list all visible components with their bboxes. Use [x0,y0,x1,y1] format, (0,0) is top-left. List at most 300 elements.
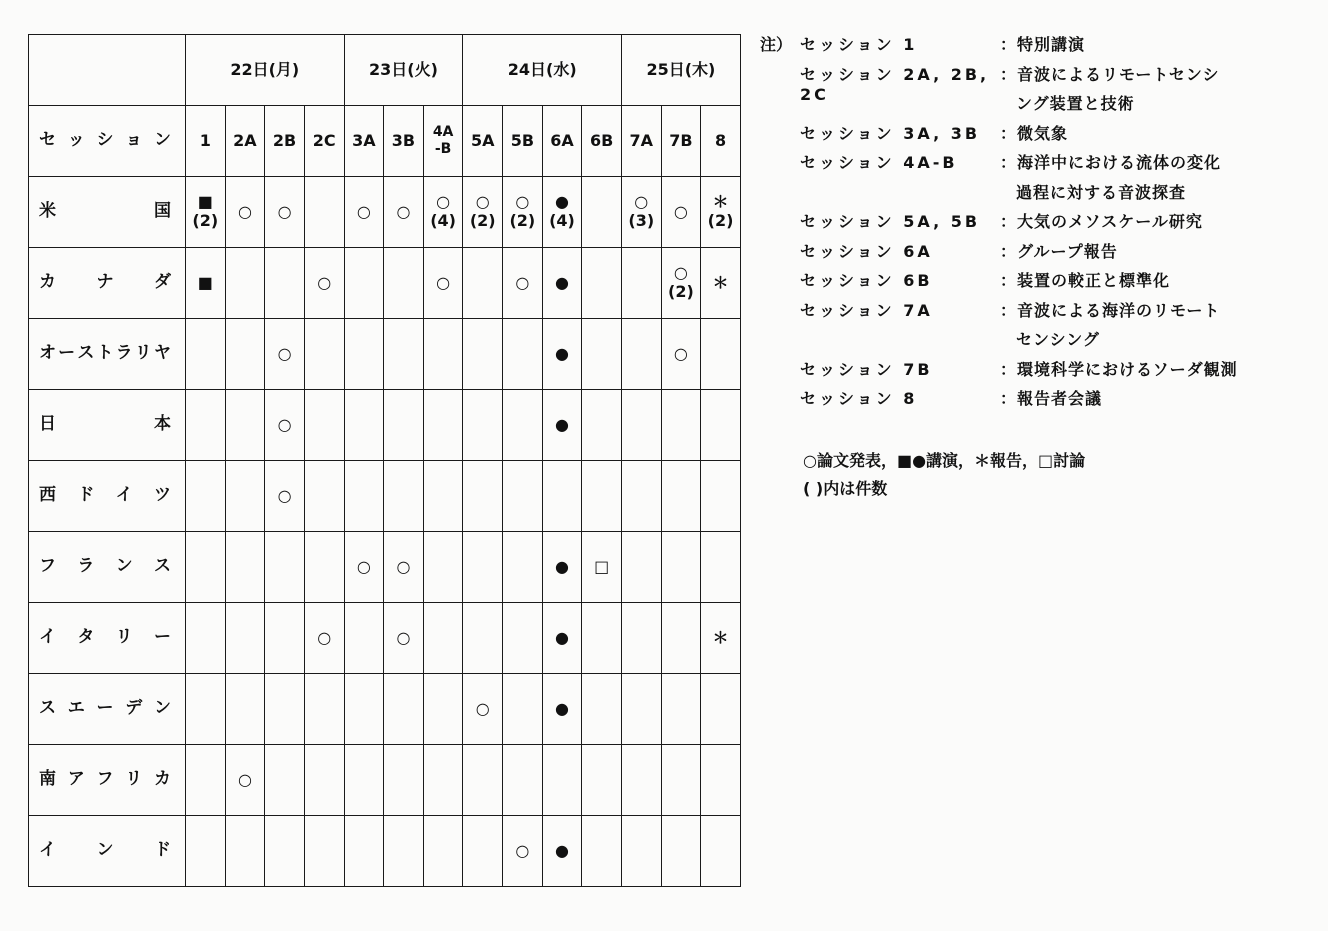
participation-mark: ○ [277,344,292,363]
participation-cell [423,532,463,603]
country-name [29,745,186,816]
participation-cell [701,390,741,461]
country-name-char: ド [154,840,171,861]
participation-cell [304,390,344,461]
participation-cell [503,674,543,745]
participation-cell [304,745,344,816]
participation-mark: ＊ [712,273,729,292]
session-header-char: シ [96,130,114,151]
country-name-char: ヤ [153,343,171,364]
note-prefix: 注） [760,35,793,54]
participation-cell [582,816,622,887]
participation-cell [186,461,226,532]
participation-cell [304,816,344,887]
participation-mark: ○ [475,699,490,718]
participation-cell [225,816,265,887]
participation-cell [542,248,582,319]
country-name-char: ー [96,698,114,719]
country-name-char: リ [134,343,152,364]
participation-cell [503,248,543,319]
participation-cell [701,603,741,674]
participation-count: (4) [549,211,575,230]
participation-count: (3) [628,211,655,230]
country-name-char: リ [125,769,143,790]
participation-count: (2) [707,211,734,230]
participation-cell [225,461,265,532]
country-name-char: ド [77,485,95,506]
country-name-char: ラ [115,343,133,364]
participation-cell [621,674,661,745]
participation-cell [582,390,622,461]
participation-cell [661,177,701,248]
participation-mark: ● [555,841,569,860]
participation-cell [701,674,741,745]
participation-cell [225,674,265,745]
participation-cell [463,532,503,603]
participation-cell [701,248,741,319]
participation-cell [186,390,226,461]
participation-cell [661,603,701,674]
participation-cell [661,532,701,603]
participation-cell [503,390,543,461]
participation-cell [621,319,661,390]
participation-cell [423,177,463,248]
note-session-label: セッション 1 [800,35,918,54]
participation-mark: ○ [277,415,292,434]
participation-cell [344,248,384,319]
participation-cell [265,532,305,603]
note-session-desc: ング装置と技術 [1016,94,1135,113]
participation-cell [701,816,741,887]
participation-count: (2) [192,211,219,230]
participation-cell [503,816,543,887]
participation-cell [542,390,582,461]
table-row [29,177,741,248]
country-name-char: ダ [154,272,171,293]
country-name-char: ン [154,698,171,719]
participation-cell [661,248,701,319]
participation-cell [423,603,463,674]
country-name-char: ン [115,556,133,577]
note-session-desc: 過程に対する音波探査 [1016,182,1187,202]
country-name [29,816,186,887]
participation-cell [344,674,384,745]
participation-mark: ○ [515,273,530,292]
session-id-13: 8 [701,106,741,177]
participation-mark: ○ [237,202,252,221]
session-id-2: 2B [265,106,305,177]
country-name-char: 南 [39,769,56,790]
session-id-7: 5A [463,106,503,177]
country-name-char: 本 [154,414,171,435]
country-name [29,390,186,461]
session-header-char: ッ [67,130,85,151]
participation-mark: ○ [396,557,411,576]
note-session-label: セッション 2A, 2B, 2C [800,64,990,104]
country-name [29,248,186,319]
date-header-row [29,35,741,106]
participation-mark: ○ [673,202,688,221]
participation-mark: □ [594,557,610,576]
country-name-char: 西 [39,485,56,506]
session-id-8: 5B [503,106,543,177]
session-header-char: ン [154,130,171,151]
participation-cell [463,674,503,745]
participation-cell [225,248,265,319]
participation-cell [542,816,582,887]
note-row [760,121,1320,151]
participation-cell [304,319,344,390]
participation-cell [186,674,226,745]
participation-mark: ● [555,557,569,576]
country-name-char: オ [39,343,56,364]
country-name [29,319,186,390]
participation-cell [225,532,265,603]
participation-cell [423,816,463,887]
participation-mark: ○ [475,192,490,211]
table-row [29,532,741,603]
country-name-char: フ [39,556,56,577]
participation-cell [186,177,226,248]
table-row [29,319,741,390]
note-session-desc: ：大気のメソスケール研究 [1000,212,1203,231]
participation-cell [582,674,622,745]
session-id-10: 6B [582,106,622,177]
participation-cell [344,603,384,674]
participation-cell [463,745,503,816]
participation-cell [384,674,424,745]
participation-mark: ○ [436,273,451,292]
participation-cell [582,532,622,603]
date-header-1: 23日(火) [344,35,463,106]
note-row [760,298,1320,328]
participation-cell [225,177,265,248]
country-name-char: エ [67,698,85,719]
session-id-9: 6A [542,106,582,177]
participation-mark: ○ [673,344,688,363]
participation-cell [463,319,503,390]
country-name-char: ス [153,556,171,577]
note-session-desc: ：装置の較正と標準化 [1000,271,1171,290]
participation-cell [621,390,661,461]
participation-mark: ○ [356,202,371,221]
participation-cell [701,532,741,603]
session-header-char: セ [39,130,56,151]
participation-cell [621,532,661,603]
country-name-char: イ [39,840,56,861]
date-header-2: 24日(水) [463,35,622,106]
participation-count: (2) [469,211,496,230]
participation-mark: ＊ [712,628,729,647]
country-name-char: ン [96,840,114,861]
country-name-char: ー [58,343,76,364]
session-id-6: 4A -B [423,106,463,177]
participation-cell [423,390,463,461]
participation-cell [186,248,226,319]
participation-mark: ○ [237,770,252,789]
country-name-char: ア [67,769,85,790]
country-name-char: 米 [39,201,56,222]
participation-cell [503,319,543,390]
participation-cell [265,390,305,461]
note-row [760,150,1320,180]
participation-mark: ○ [356,557,371,576]
participation-cell [344,461,384,532]
participation-cell [265,461,305,532]
participation-cell [463,177,503,248]
note-session-label: セッション 4A-B [800,153,958,172]
note-row [760,386,1320,416]
note-session-desc: ：グループ報告 [1000,241,1118,261]
participation-count: (2) [509,211,536,230]
country-name-char: タ [77,627,95,648]
participation-cell [186,603,226,674]
note-row [760,268,1320,298]
participation-cell [225,603,265,674]
country-name-char: フ [96,769,114,790]
participation-cell [503,532,543,603]
participation-cell [265,603,305,674]
country-name-char: 日 [39,414,56,435]
participation-cell [344,816,384,887]
country-name-char: イ [115,485,133,506]
participation-cell [186,319,226,390]
participation-cell [384,248,424,319]
participation-cell [265,248,305,319]
participation-mark: ○ [277,486,292,505]
note-row [760,239,1320,269]
participation-cell [582,745,622,816]
participation-cell [701,461,741,532]
participation-mark: ○ [396,202,411,221]
note-session-label: セッション 8 [800,389,918,408]
participation-cell [384,461,424,532]
session-id-4: 3A [344,106,384,177]
participation-mark: ○ [277,202,292,221]
participation-cell [542,603,582,674]
participation-cell [186,532,226,603]
participation-cell [304,248,344,319]
participation-cell [661,390,701,461]
participation-cell [463,390,503,461]
participation-cell [423,248,463,319]
country-name-char: カ [39,272,56,293]
note-session-desc: センシング [1016,330,1100,349]
participation-cell [542,532,582,603]
legend-symbols: ○論文発表，■●講演，＊報告，□討論 [803,451,1086,470]
participation-cell [384,319,424,390]
date-header-3: 25日(木) [621,35,740,106]
note-session-desc: ：特別講演 [1000,35,1086,54]
participation-cell [621,603,661,674]
participation-cell [582,319,622,390]
participation-cell [582,248,622,319]
country-name [29,177,186,248]
participation-cell [225,745,265,816]
participation-count: (2) [668,282,694,301]
session-header-char: ョ [125,130,143,151]
session-id-1: 2A [225,106,265,177]
participation-cell [463,461,503,532]
table-row [29,674,741,745]
participation-mark: ○ [515,841,530,860]
participation-mark: ■ [197,273,213,292]
participation-mark: ○ [396,628,411,647]
participation-cell [621,461,661,532]
participation-cell [661,674,701,745]
session-participation-table [28,34,741,887]
participation-cell [186,816,226,887]
participation-cell [701,319,741,390]
country-name-char: ナ [96,272,114,293]
participation-cell [304,177,344,248]
participation-cell [503,603,543,674]
participation-mark: ＊ [712,192,729,211]
participation-cell [423,461,463,532]
date-header-0: 22日(月) [186,35,345,106]
participation-mark: ○ [317,273,332,292]
participation-mark: ○ [436,192,451,211]
participation-cell [542,674,582,745]
participation-cell [542,177,582,248]
country-name [29,461,186,532]
session-notes [760,32,1320,416]
participation-cell [503,177,543,248]
note-session-label: セッション 3A, 3B [800,123,981,143]
country-name-char: デ [125,698,143,719]
participation-mark: ● [555,344,569,363]
participation-cell [265,177,305,248]
participation-cell [384,816,424,887]
participation-mark: ● [555,699,569,718]
country-name-char: カ [154,769,171,790]
session-id-11: 7A [621,106,661,177]
note-session-label: セッション 7B [800,359,933,379]
participation-cell [265,319,305,390]
session-id-3: 2C [304,106,344,177]
participation-cell [661,745,701,816]
participation-count: (4) [430,211,456,230]
note-row [760,357,1320,387]
country-name-char: ス [39,698,56,719]
session-id-0: 1 [186,106,226,177]
table-row [29,461,741,532]
country-name [29,603,186,674]
participation-cell [423,319,463,390]
participation-cell [384,603,424,674]
note-row [760,32,1320,62]
note-session-label: セッション 6A [800,241,933,261]
participation-cell [265,816,305,887]
participation-cell [463,816,503,887]
participation-cell [661,319,701,390]
participation-mark: ○ [634,192,649,211]
participation-cell [503,745,543,816]
country-name-char: ー [153,627,171,648]
table-row [29,390,741,461]
participation-cell [384,532,424,603]
participation-cell [582,461,622,532]
participation-cell [701,177,741,248]
session-id-5: 3B [384,106,424,177]
table-row [29,745,741,816]
participation-cell [344,745,384,816]
note-session-label: セッション 6B [800,271,933,290]
note-session-label: セッション 7A [800,300,933,320]
note-session-desc: ：海洋中における流体の変化 [1000,153,1222,172]
country-name-char: イ [39,627,56,648]
legend [803,448,1085,504]
corner-cell [29,35,186,106]
participation-cell [384,745,424,816]
table-row [29,248,741,319]
participation-cell [344,319,384,390]
participation-cell [423,674,463,745]
participation-mark: ■ [197,192,213,211]
note-session-label: セッション 5A, 5B [800,212,981,231]
note-session-desc: ：音波による海洋のリモート [1000,300,1221,320]
participation-cell [621,177,661,248]
note-session-desc: ：微気象 [1000,123,1069,143]
session-header-row [29,106,741,177]
participation-mark: ○ [515,192,530,211]
note-session-desc: ：環境科学におけるソーダ観測 [1000,359,1238,379]
participation-cell [582,603,622,674]
participation-cell [344,390,384,461]
participation-cell [225,390,265,461]
participation-cell [542,461,582,532]
participation-cell [661,461,701,532]
note-row [760,209,1320,239]
participation-cell [344,532,384,603]
session-id-12: 7B [661,106,701,177]
participation-cell [463,248,503,319]
country-name [29,532,186,603]
note-row [760,180,1320,210]
participation-cell [463,603,503,674]
participation-cell [701,745,741,816]
participation-cell [304,603,344,674]
participation-cell [384,390,424,461]
country-name-char: リ [115,627,133,648]
participation-cell [661,816,701,887]
participation-cell [304,461,344,532]
participation-cell [225,319,265,390]
table-row [29,816,741,887]
note-session-desc: ：報告者会議 [1000,389,1103,408]
note-session-desc: ：音波によるリモートセンシ [1000,64,1220,84]
participation-cell [186,745,226,816]
participation-cell [621,248,661,319]
participation-cell [384,177,424,248]
session-header-cell [29,106,186,177]
table-row [29,603,741,674]
country-name-char: ト [96,343,114,364]
note-row [760,327,1320,357]
participation-cell [621,816,661,887]
participation-cell [503,461,543,532]
legend-count-note: ( )内は件数 [803,479,888,498]
country-name [29,674,186,745]
participation-cell [304,532,344,603]
participation-mark: ● [555,628,569,647]
participation-cell [423,745,463,816]
country-name-char: 国 [154,201,171,222]
country-name-char: ツ [153,485,171,506]
participation-mark: ● [555,415,569,434]
participation-cell [542,319,582,390]
participation-mark: ● [555,192,569,211]
